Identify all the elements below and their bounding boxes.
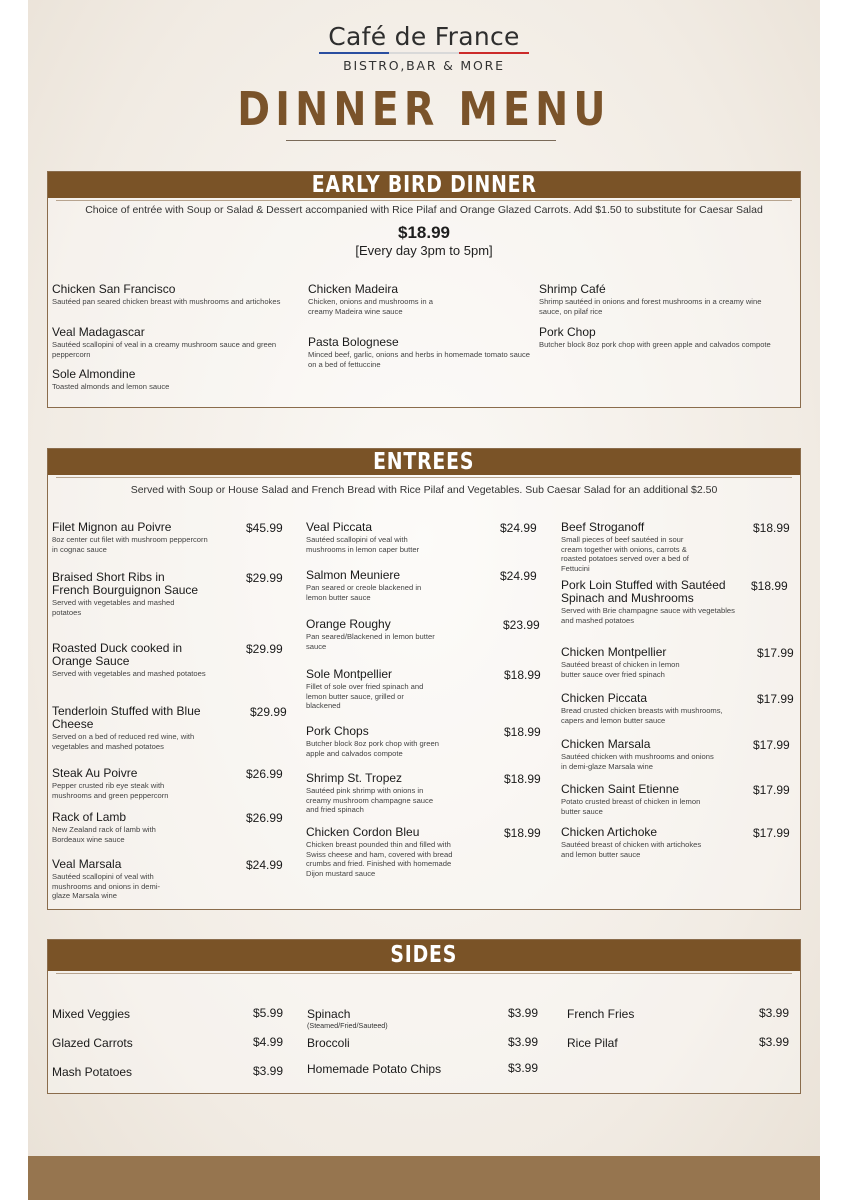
item-description: Served with vegetables and mashed potatoes [52, 669, 206, 678]
menu-item [52, 326, 282, 359]
item-description: Served with Brie champagne sauce with vegetables and mashed potatoes [561, 606, 735, 625]
item-price: $18.99 [504, 725, 541, 739]
item-description: Fillet of sole over fried spinach and lemon butter sauce, grilled or blackened [306, 682, 424, 710]
item-price: $3.99 [759, 1006, 790, 1020]
item-description: Pepper crusted rib eye steak with mushrooms and green peppercorn [52, 781, 169, 800]
item-price: $17.99 [757, 646, 794, 660]
item-price: $24.99 [246, 858, 283, 872]
item-description: Toasted almonds and lemon sauce [52, 382, 170, 391]
menu-item [52, 571, 202, 617]
menu-item [561, 783, 701, 816]
item-price: $18.99 [753, 521, 790, 535]
item-name: Chicken Piccata [561, 691, 648, 705]
item-name: Pork Chops [306, 724, 369, 738]
item-price: $17.99 [753, 738, 790, 752]
menu-item [308, 336, 533, 369]
item-description: Small pieces of beef sautéed in sour cream together with onions, carrots & roasted potatoes served over a bed of Fettucini [561, 535, 689, 573]
item-price: $29.99 [246, 642, 283, 656]
item-price: $18.99 [504, 772, 541, 786]
item-description: Sautéed chicken with mushrooms and onions in demi-glaze Marsala wine [561, 752, 714, 771]
menu-item [561, 692, 736, 725]
item-price: $26.99 [246, 767, 283, 781]
early-bird-description: Choice of entrée with Soup or Salad & Dessert accompanied with Rice Pilaf and Orange Glazed Carrots. Add $1.50 to substitute for Caesar Salad [85, 204, 763, 216]
item-description: Chicken breast pounded thin and filled with Swiss cheese and ham, covered with bread crumbs and fried. Finished with homemade Dijon mustard sauce [306, 840, 453, 878]
logo-name: Café de France [328, 22, 520, 51]
item-price: $18.99 [504, 668, 541, 682]
item-description: Minced beef, garlic, onions and herbs in homemade tomato sauce on a bed of fettuccine [308, 350, 531, 369]
item-description: New Zealand rack of lamb with Bordeaux wine sauce [52, 825, 156, 844]
item-description: 8oz center cut filet with mushroom peppercorn in cognac sauce [52, 535, 208, 554]
title-divider [286, 140, 556, 141]
item-price: $23.99 [503, 618, 540, 632]
side-item-name: Mixed Veggies [52, 1007, 131, 1021]
sides-section [47, 939, 801, 1094]
section-divider [56, 973, 792, 974]
early-bird-price: $18.99 [398, 223, 450, 242]
item-price: $24.99 [500, 521, 537, 535]
item-name: Steak Au Poivre [52, 766, 138, 780]
flag-stripe [319, 52, 529, 54]
item-description: Sautéed breast of chicken in lemon butter sauce over fried spinach [561, 660, 680, 679]
item-price: $3.99 [253, 1064, 284, 1078]
menu-item [306, 772, 441, 815]
item-name: Shrimp Café [539, 282, 606, 296]
menu-item [308, 283, 458, 316]
side-item-name: French Fries [567, 1007, 635, 1021]
item-description: Chicken, onions and mushrooms in a creamy Madeira wine sauce [308, 297, 433, 316]
side-item-name: Homemade Potato Chips [307, 1062, 442, 1076]
item-price: $17.99 [753, 783, 790, 797]
item-name: Chicken Artichoke [561, 825, 658, 839]
item-name: Veal Piccata [306, 520, 373, 534]
item-name: Veal Marsala [52, 857, 122, 871]
item-description: Sautéed scallopini of veal in a creamy mushroom sauce and green peppercorn [52, 340, 277, 359]
item-name: Pasta Bolognese [308, 335, 399, 349]
item-description: Sautéed scallopini of veal with mushrooms in lemon caper butter [306, 535, 420, 554]
menu-item [52, 811, 162, 844]
menu-item [52, 858, 177, 901]
menu-item [561, 579, 736, 625]
item-name: Chicken Marsala [561, 737, 651, 751]
item-name: Veal Madagascar [52, 325, 145, 339]
menu-item [52, 368, 282, 392]
item-name: Orange Roughy [306, 617, 391, 631]
item-description: Served on a bed of reduced red wine, with vegetables and mashed potatoes [52, 732, 195, 751]
item-description: Sautéed pan seared chicken breast with mushrooms and artichokes [52, 297, 281, 306]
logo-tagline: BISTRO,BAR & MORE [343, 58, 505, 73]
item-name: Tenderloin Stuffed with Blue Cheese [52, 704, 201, 731]
menu-item [306, 668, 431, 711]
item-name: Chicken Cordon Bleu [306, 825, 420, 839]
item-price: $26.99 [246, 811, 283, 825]
item-name: Chicken Madeira [308, 282, 399, 296]
logo [28, 22, 820, 73]
menu-item [52, 705, 227, 751]
item-name: Chicken Montpellier [561, 645, 667, 659]
item-price: $45.99 [246, 521, 283, 535]
item-price: $29.99 [246, 571, 283, 585]
menu-item [539, 283, 771, 316]
item-name: Chicken Saint Etienne [561, 782, 680, 796]
early-bird-section [47, 171, 801, 408]
item-price: $3.99 [508, 1061, 539, 1075]
side-item-name: Mash Potatoes [52, 1065, 133, 1079]
item-description: Pan seared or creole blackened in lemon butter sauce [306, 583, 422, 602]
item-description: Pan seared/Blackened in lemon butter sauce [306, 632, 435, 651]
item-name: Pork Chop [539, 325, 596, 339]
menu-page [28, 0, 820, 1200]
entrees-heading: ENTREES [48, 449, 800, 475]
item-description: Potato crusted breast of chicken in lemon butter sauce [561, 797, 701, 816]
menu-item [306, 826, 466, 878]
item-name: Braised Short Ribs in French Bourguignon Sauce [52, 570, 199, 597]
entrees-description: Served with Soup or House Salad and French Bread with Rice Pilaf and Vegetables. Sub Caesar Salad for an additional $2.50 [130, 484, 718, 496]
item-price: $3.99 [508, 1035, 539, 1049]
item-description: Shrimp sautéed in onions and forest mushrooms in a creamy wine sauce, on pilaf rice [539, 297, 762, 316]
side-item-note: (Steamed/Fried/Sauteed) [307, 1021, 388, 1030]
item-price: $24.99 [500, 569, 537, 583]
item-price: $5.99 [253, 1006, 284, 1020]
item-name: Sole Montpellier [306, 667, 393, 681]
menu-item [539, 326, 771, 350]
menu-item [52, 283, 282, 307]
early-bird-heading: EARLY BIRD DINNER [48, 172, 800, 198]
item-price: $17.99 [753, 826, 790, 840]
item-description: Bread crusted chicken breasts with mushrooms, capers and lemon butter sauce [561, 706, 723, 725]
item-price: $17.99 [757, 692, 794, 706]
menu-item [561, 646, 696, 679]
item-name: Shrimp St. Tropez [306, 771, 403, 785]
item-name: Salmon Meuniere [306, 568, 401, 582]
item-description: Butcher block 8oz pork chop with green apple and calvados compote [539, 340, 771, 349]
section-divider [56, 200, 792, 201]
menu-item [52, 521, 212, 554]
item-name: Rack of Lamb [52, 810, 127, 824]
item-description: Sautéed breast of chicken with artichokes and lemon butter sauce [561, 840, 702, 859]
item-price: $18.99 [504, 826, 541, 840]
item-price: $3.99 [508, 1006, 539, 1020]
item-price: $4.99 [253, 1035, 284, 1049]
menu-item [561, 521, 706, 573]
side-item-name: Broccoli [307, 1036, 350, 1050]
menu-item [306, 618, 446, 651]
menu-item [561, 826, 711, 859]
item-price: $29.99 [250, 705, 287, 719]
sides-heading: SIDES [48, 940, 800, 971]
menu-item [306, 521, 446, 554]
section-divider [56, 477, 792, 478]
item-description: Sautéed scallopini of veal with mushrooms and onions in demi-glaze Marsala wine [52, 872, 161, 900]
item-description: Butcher block 8oz pork chop with green apple and calvados compote [306, 739, 439, 758]
item-name: Roasted Duck cooked in Orange Sauce [52, 641, 183, 668]
side-item-name: Rice Pilaf [567, 1036, 618, 1050]
menu-item [306, 569, 436, 602]
footer-band [28, 1156, 820, 1200]
side-item-name: Spinach [307, 1007, 351, 1021]
item-name: Pork Loin Stuffed with Sautéed Spinach and Mushrooms [561, 578, 726, 605]
side-item-name: Glazed Carrots [52, 1036, 133, 1050]
item-price: $18.99 [751, 579, 788, 593]
item-description: Sautéed pink shrimp with onions in creamy mushroom champagne sauce and fried spinach [306, 786, 434, 814]
item-name: Sole Almondine [52, 367, 136, 381]
menu-item [561, 738, 716, 771]
menu-item [52, 767, 202, 800]
entrees-section [47, 448, 801, 910]
page-title: DINNER MENU [237, 82, 611, 136]
menu-item [52, 642, 212, 679]
item-name: Beef Stroganoff [561, 520, 645, 534]
early-bird-hours: [Every day 3pm to 5pm] [355, 243, 493, 258]
item-price: $3.99 [759, 1035, 790, 1049]
item-description: Served with vegetables and mashed potatoes [52, 598, 175, 617]
item-name: Filet Mignon au Poivre [52, 520, 172, 534]
menu-item [306, 725, 446, 758]
item-name: Chicken San Francisco [52, 282, 176, 296]
